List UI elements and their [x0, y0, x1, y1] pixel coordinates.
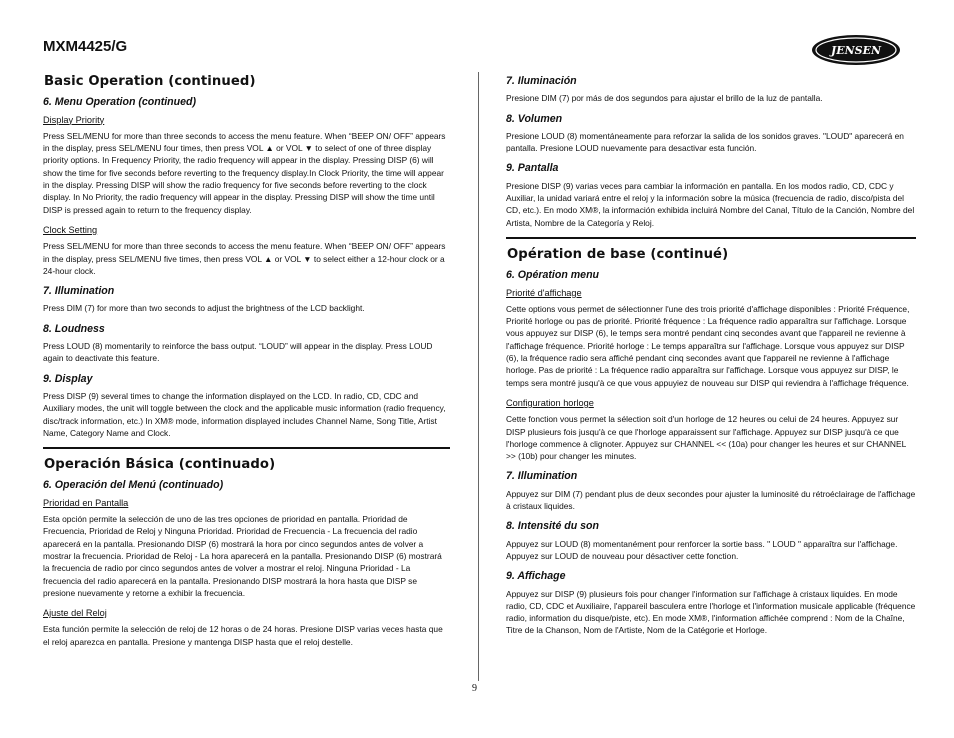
subsection-heading: 7. Illumination — [43, 285, 115, 298]
subsection-heading: 9. Affichage — [506, 570, 566, 583]
paragraph: Presione DIM (7) por más de dos segundos para ajustar el brillo de la luz de pantalla. — [506, 93, 823, 104]
right-column — [506, 75, 916, 645]
paragraph: Cette options vous permet de sélectionner l'une des trois priorité d'affichage disponibles : Priorité Fréquence, Priorité horloge ou pas de priorité. Priorité fréquence : La fréquence radio apparaîtra sur l'affichage. Lorsque vous appuyez sur DISP (6), le temps sera montré pendant cinq secondes avant que l'appareil ne revienne à l'affichage fréquence. Priorité horloge : Le temps apparaîtra sur l'affichage. Lorsque vous appuyez sur DISP (6), la fréquence radio sera affiché pendant cinq secondes avant que l'appareil ne revienne à l'affichage horloge. Pas de priorité : La fréquence radio apparaîtra sur l'affichage. Lorsque vous appuyez sur DISP, le temps sera montré jusqu'à ce que vous appuyiez de nouveau sur DISP qui reviendra à l'affichage fréquence. — [506, 303, 910, 388]
subsection-heading: 8. Loudness — [43, 322, 105, 335]
subsection-heading: 6. Menu Operation (continued) — [43, 96, 197, 109]
model-title: MXM4425/G — [43, 38, 128, 55]
column-divider — [478, 72, 479, 681]
section-separator — [43, 447, 450, 449]
subsection-heading: 6. Opération menu — [506, 269, 600, 282]
subsection-heading: 7. Iluminación — [506, 75, 577, 87]
section-title: Operación Básica (continuado) — [44, 457, 276, 473]
topic-heading: Ajuste del Reloj — [43, 608, 107, 619]
paragraph: Press LOUD (8) momentarily to reinforce the bass output. “LOUD” will appear in the display. Press LOUD again to deactivate this feature. — [43, 341, 433, 364]
paragraph: Press DIM (7) for more than two seconds to adjust the brightness of the LCD backlight. — [43, 303, 365, 314]
paragraph: Appuyez sur DISP (9) plusieurs fois pour changer l'information sur l'affichage à cristaux liquides. En mode radio, CD, CDC et Auxiliaire, l'appareil basculera entre l'horloge et l'information musicale applicable (fréquence radio, information du disque/piste, etc). En mode XM®, l'information affichée comprend : Nom de la Chaîne, Titre de la Chanson, Nom de l'Artiste, Nom de la Catégorie et Horloge. — [506, 588, 916, 636]
paragraph: Appuyez sur LOUD (8) momentanément pour renforcer la sortie bass. " LOUD " apparaîtra sur l'affichage. Appuyez sur LOUD de nouveau pour désactiver cette fonction. — [506, 538, 898, 561]
jensen-logo — [810, 33, 902, 67]
paragraph: Appuyez sur DIM (7) pendant plus de deux secondes pour ajuster la luminosité du rétroéclairage de l'affichage à cristaux liquides. — [506, 488, 916, 512]
paragraph: Esta función permite la selección de reloj de 12 horas o de 24 horas. Presione DISP varias veces hasta que el reloj aparezca en pantalla. Presione y mantenga DISP hasta que el reloj destelle. — [43, 624, 443, 647]
subsection-heading: 9. Pantalla — [506, 162, 559, 175]
subsection-heading: 9. Display — [43, 372, 93, 385]
left-column — [43, 74, 450, 656]
logo-text: JENSEN — [830, 44, 882, 57]
paragraph: Press DISP (9) several times to change the information displayed on the LCD. In radio, CD, CDC and Auxiliary modes, the unit will toggle between the clock and the applicable music information (radio frequency, disc/track information, etc.) In XM® mode, information displayed includes Channel Name, Song Title, Artist Name, Category Name and Clock. — [43, 390, 446, 438]
paragraph: Esta opción permite la selección de uno de las tres opciones de prioridad en pantalla. Prioridad de Frecuencia, Prioridad de Reloj y Ninguna Prioridad. Prioridad de Frecuencia - La frecuencia del radio aparecerá en la pantalla. Presionando DISP (6) mostrará la hora por cinco segundos antes de volver a mostrar la frecuencia. Prioridad de Reloj - La hora aparecerá en la pantalla. Presionando DISP (6) mostrará la frecuencia de radio por cinco segundos antes de volver a mostrar el reloj. Ninguna Prioridad - La frecuencia del radio aparecerá en la pantalla. Presionando DISP mostrará la hora hasta que DISP se presione nuevamente y retorne a exhibir la frecuencia. — [43, 514, 442, 598]
paragraph: Presione DISP (9) varias veces para cambiar la información en pantalla. En los modos radio, CD, CDC y Auxiliar, la unidad variará entre el reloj y la información sobre la música (frecuencia de radio, disco/pista del CD, etc.). En modo XM®, la información exhibida incluirá Nombre del Canal, Título de la Canción, Nombre del Artista, Nombre de la Categoría y Reloj. — [506, 180, 915, 228]
paragraph: Press SEL/MENU for more than three seconds to access the menu feature. When “BEEP ON/ OFF” appears in the display, press SEL/MENU four times, then press VOL ▲ or VOL ▼ to select of one of three display priority options. In Frequency Priority, the radio frequency will appear in the display. Pressing DISP (6) will show the time for five seconds before reverting to the frequency display.In Clock Priority, the time will appear in the display. Pressing DISP will show the radio frequency for five seconds before reverting to the clock display. In No Priority, the radio frequency will appear in the display. Pressing DISP will show the time until DISP is pressed again to return to the frequency display. — [43, 130, 446, 215]
subsection-heading: 8. Volumen — [506, 112, 563, 125]
paragraph: Press SEL/MENU for more than three seconds to access the menu feature. When “BEEP ON/ OFF” appears in the display, press SEL/MENU five times, then press VOL ▲ or VOL ▼ to select either a 12-hour clock or a 24-hour clock. — [43, 241, 446, 276]
section-title: Basic Operation (continued) — [44, 74, 256, 89]
topic-heading: Clock Setting — [43, 224, 98, 235]
topic-heading: Display Priority — [43, 114, 105, 125]
topic-heading: Configuration horloge — [506, 397, 594, 408]
subsection-heading: 7. Illumination — [506, 470, 578, 483]
section-separator — [506, 237, 916, 239]
page-number: 9 — [472, 683, 477, 694]
topic-heading: Prioridad en Pantalla — [43, 497, 129, 508]
paragraph: Presione LOUD (8) momentáneamente para reforzar la salida de los sonidos graves. "LOUD" aparecerá en pantalla. Presione LOUD nuevamente para desactivar esta función. — [506, 130, 904, 154]
topic-heading: Priorité d'affichage — [506, 287, 582, 298]
paragraph: Cette fonction vous permet la sélection soit d'un horloge de 12 heures ou celui de 24 heures. Appuyez sur DISP plusieurs fois jusqu'à ce que l'horloge apparaissent sur l'affichage. Appuyez sur DISP jusqu'à ce que l'horloge commence à clignoter. Appuyez sur CHANNEL << (10a) pour changer les heures et sur CHANNEL >> (10b) pour changer les minutes. — [506, 414, 906, 462]
subsection-heading: 6. Operación del Menú (continuado) — [43, 479, 224, 492]
section-title: Opération de base (continué) — [507, 246, 729, 262]
subsection-heading: 8. Intensité du son — [506, 520, 600, 533]
